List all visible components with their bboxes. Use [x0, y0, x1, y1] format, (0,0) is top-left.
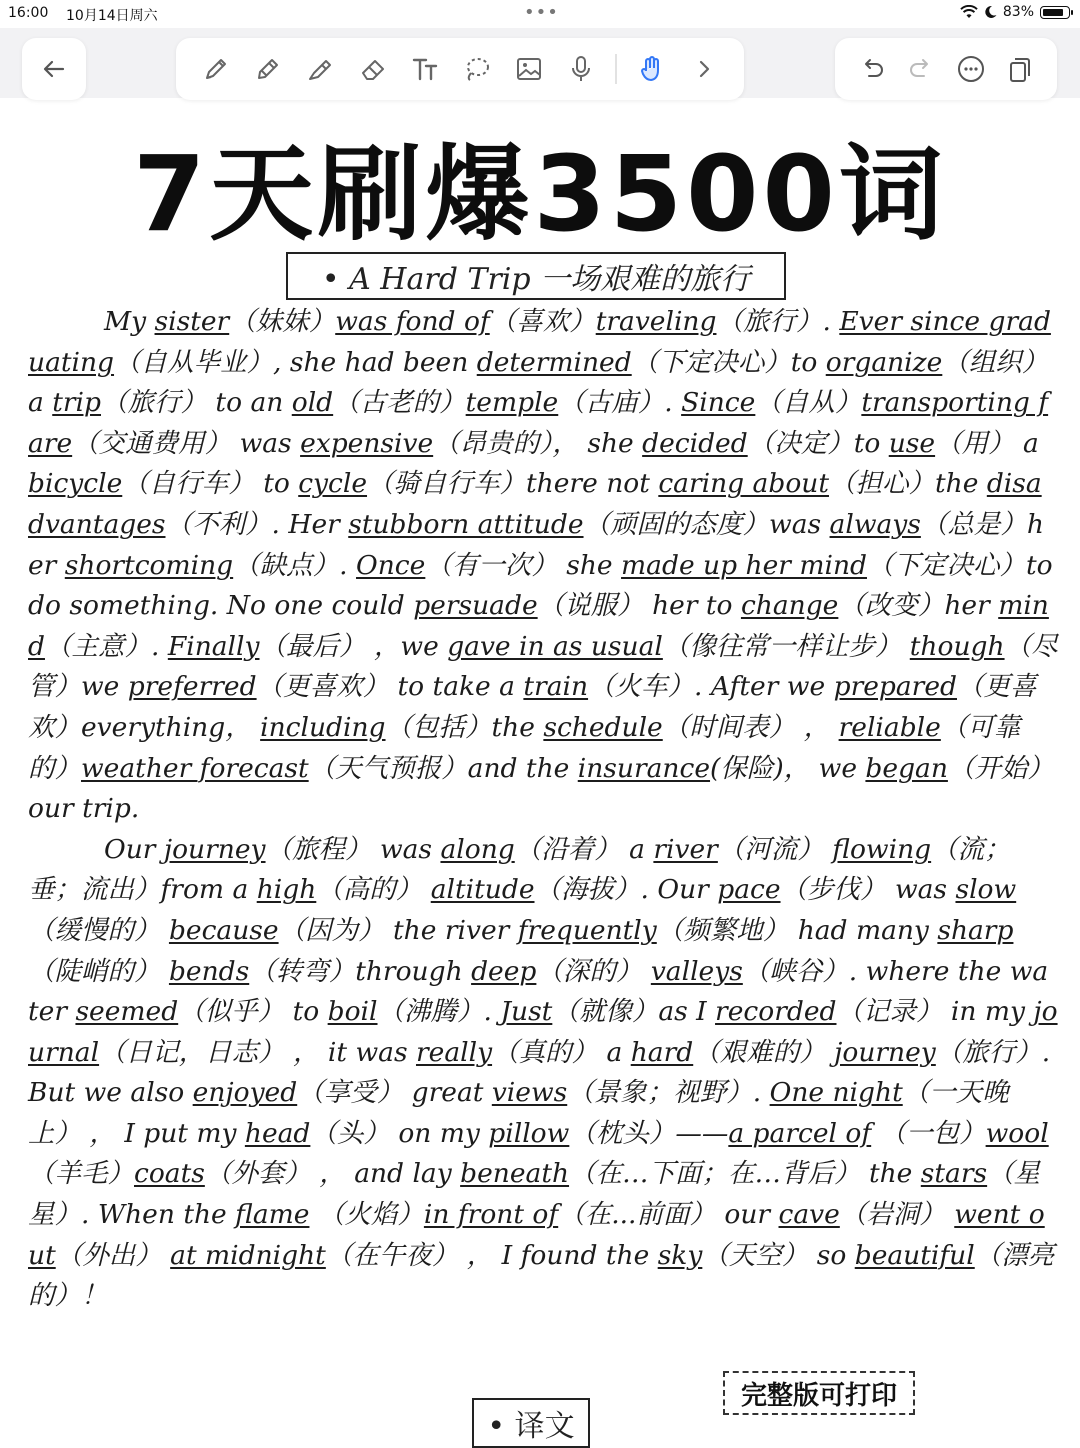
action-group: [835, 38, 1057, 100]
vocab-word: frequently: [517, 914, 657, 946]
vocab-word: flowing: [832, 833, 932, 865]
passage-text: （古老的）: [333, 387, 466, 419]
passage-text: （主意）.: [44, 630, 168, 662]
passage-paragraph-1: [28, 302, 1058, 830]
battery-icon: [1040, 6, 1070, 19]
vocab-word: was fond of: [335, 306, 490, 337]
vocab-word: caring about: [658, 468, 829, 500]
vocab-word: weather forecast: [81, 752, 309, 784]
vocab-word: mind: [28, 590, 1049, 662]
eraser-icon[interactable]: [355, 51, 391, 87]
vocab-word: use: [888, 427, 936, 459]
passage-text: My: [104, 306, 155, 337]
vocab-word: began: [865, 752, 948, 784]
passage-text: （外套） ， and lay: [204, 1158, 461, 1190]
vocab-word: altitude: [430, 874, 535, 906]
passage-text: （缺点）.: [233, 549, 357, 581]
passage-text: （旅行）. But we also: [28, 1036, 1051, 1109]
vocab-word: beautiful: [854, 1239, 975, 1271]
more-icon[interactable]: [953, 51, 989, 87]
passage-text: （岩洞）: [839, 1199, 955, 1231]
tool-palette: [176, 38, 744, 100]
passage-text: （改变）her: [838, 590, 999, 622]
passage-text: Our: [104, 833, 164, 865]
passage-text: （沸腾）.: [377, 996, 501, 1028]
passage-text: （交通费用） was: [72, 427, 301, 459]
vocab-word: journey: [163, 833, 266, 865]
passage-text: （享受） great: [297, 1077, 492, 1109]
vocab-word: enjoyed: [192, 1077, 298, 1109]
passage-text: （自从毕业）, she had been: [114, 346, 477, 378]
chevron-right-icon[interactable]: [686, 51, 722, 87]
passage-text: （星星）. When the: [28, 1158, 1041, 1231]
passage-text: （外出）: [55, 1239, 171, 1271]
vocab-word: preferred: [127, 671, 257, 703]
section-heading: • A Hard Trip 一场艰难的旅行: [286, 252, 786, 300]
vocab-word: expensive: [300, 427, 434, 459]
vocab-word: prepared: [833, 671, 957, 703]
passage-text: （火焰）: [309, 1199, 424, 1231]
passage-text: （旅行） to an: [101, 387, 292, 419]
vocab-word: high: [256, 874, 317, 906]
vocab-word: journey: [834, 1036, 936, 1068]
passage-text: （古庙）.: [558, 387, 682, 419]
passage-text: (保险)， we: [710, 752, 866, 784]
vocab-word: cave: [778, 1199, 840, 1231]
vocab-word: always: [829, 508, 921, 540]
vocab-word: along: [440, 833, 515, 865]
passage-text: （更喜欢）everything，: [28, 671, 1037, 743]
vocab-word: a parcel of: [728, 1117, 872, 1149]
passage-text: （尽管）we: [28, 630, 1058, 703]
redo-icon[interactable]: [903, 51, 939, 87]
lasso-icon[interactable]: [459, 51, 495, 87]
vocab-word: journal: [28, 996, 1058, 1068]
passage-text: （海拔）. Our: [534, 874, 718, 906]
moon-icon: [984, 5, 997, 19]
passage-text: （自行车） to: [122, 468, 299, 500]
passage-text: （漂亮的）！: [28, 1239, 1055, 1312]
passage-text: （峡谷）. where the water: [28, 955, 1049, 1028]
passage-text: （河流）: [717, 833, 833, 865]
vocab-word: sky: [657, 1239, 703, 1271]
vocab-word: deep: [471, 955, 537, 987]
passage-text: （枕头）——: [569, 1117, 729, 1149]
passage-text: （真的） a: [492, 1036, 631, 1068]
vocab-word: recorded: [715, 996, 837, 1028]
passage: [28, 302, 1058, 1317]
vocab-word: old: [291, 387, 334, 419]
passage-text: （景象；视野）.: [567, 1077, 770, 1109]
passage-text: （旅程） was: [265, 833, 441, 865]
passage-text: （高的）: [316, 874, 431, 906]
passage-text: （因为） the river: [278, 914, 518, 946]
vocab-word: seemed: [75, 996, 179, 1028]
vocab-word: slow: [955, 874, 1017, 906]
hand-gesture-icon[interactable]: [634, 51, 670, 87]
vocab-word: river: [653, 833, 718, 865]
passage-text: （最后） ，we: [259, 630, 448, 662]
passage-text: （担心）the: [828, 468, 987, 500]
passage-text: （火车）. After we: [588, 671, 834, 703]
vocab-word: transporting fare: [28, 387, 1049, 459]
passage-text: （可靠的）: [28, 711, 1021, 784]
vocab-word: train: [523, 671, 589, 703]
multitasking-dots-icon[interactable]: •••: [524, 2, 559, 23]
passage-text: （说服） her to: [537, 590, 741, 622]
passage-text: （组织） a: [28, 346, 1049, 419]
passage-text: （一天晚上） ， I put my: [28, 1077, 1009, 1149]
vocab-word: trip: [52, 387, 101, 419]
image-icon[interactable]: [511, 51, 547, 87]
passage-text: （更喜欢） to take a: [256, 671, 524, 703]
passage-text: （总是）her: [28, 508, 1044, 581]
passage-text: （昂贵的）， she: [433, 427, 643, 459]
vocab-word: though: [909, 630, 1005, 662]
vocab-word: schedule: [543, 711, 663, 743]
vocab-word: really: [415, 1036, 493, 1068]
passage-text: （深的）: [536, 955, 651, 987]
back-pill: [22, 38, 86, 100]
passage-text: （头） on my: [310, 1117, 489, 1149]
passage-text: （用） a: [935, 427, 1039, 459]
vocab-word: decided: [642, 427, 748, 459]
vocab-word: valleys: [650, 955, 743, 987]
vocab-word: reliable: [838, 711, 941, 743]
passage-text: （包括）the: [385, 711, 544, 743]
passage-text: （流；垂；流出）from a: [28, 833, 1011, 906]
vocab-word: made up her mind: [621, 549, 867, 581]
wifi-icon: [960, 5, 978, 19]
vocab-word: head: [244, 1117, 311, 1149]
pencil-icon[interactable]: [250, 51, 286, 87]
back-arrow-icon[interactable]: [36, 51, 72, 87]
vocab-word: insurance: [577, 752, 711, 784]
vocab-word: traveling: [595, 306, 717, 337]
battery-percent: 83%: [1002, 4, 1034, 20]
passage-text: （陡峭的）: [28, 955, 169, 987]
passage-text: （自从）: [755, 387, 862, 419]
print-badge: 完整版可打印: [723, 1371, 915, 1415]
vocab-word: cycle: [298, 468, 368, 500]
passage-text: （决定）to: [747, 427, 889, 459]
vocab-word: organize: [825, 346, 943, 378]
highlighter-icon[interactable]: [302, 51, 338, 87]
vocab-word: at midnight: [170, 1239, 326, 1271]
vocab-word: One night: [769, 1077, 903, 1109]
vocab-word: wool: [985, 1117, 1049, 1149]
vocab-word: gave in as usual: [447, 630, 663, 662]
passage-text: （一包）: [871, 1117, 986, 1149]
pen-icon[interactable]: [198, 51, 234, 87]
passage-text: （有一次） she: [425, 549, 622, 581]
passage-text: （骑自行车）there not: [367, 468, 659, 500]
vocab-word: pace: [717, 874, 781, 906]
vocab-word: flame: [235, 1199, 310, 1231]
passage-text: （开始）our trip.: [28, 752, 1054, 825]
vocab-word: because: [168, 914, 279, 946]
vocab-word: Finally: [167, 630, 260, 662]
passage-text: （不利）. Her: [165, 508, 349, 540]
passage-text: （天空） so: [702, 1239, 855, 1271]
vocab-word: pillow: [488, 1117, 570, 1149]
passage-text: （就像）as I: [552, 996, 716, 1028]
vocab-word: Ever since graduating: [28, 306, 1051, 378]
status-time: 16:00: [8, 5, 49, 21]
passage-text: （下定决心）to do something. No one could: [28, 549, 1053, 622]
vocab-word: disadvantages: [28, 468, 1042, 540]
vocab-word: Since: [681, 387, 756, 419]
passage-text: （天气预报）and the: [308, 752, 578, 784]
passage-text: （羊毛）: [28, 1158, 134, 1190]
vocab-word: temple: [465, 387, 559, 419]
vocab-word: coats: [134, 1158, 205, 1190]
vocab-word: Once: [356, 549, 426, 581]
passage-text: （在...前面） our: [558, 1199, 779, 1231]
passage-text: （时间表） ，: [662, 711, 839, 743]
passage-text: （日记，日志） ， it was: [99, 1036, 416, 1068]
microphone-icon[interactable]: [563, 51, 599, 87]
passage-text: （下定决心）to: [631, 346, 826, 378]
vocab-word: sister: [154, 306, 230, 337]
vocab-word: in front of: [423, 1199, 559, 1231]
passage-text: （频繁地） had many: [656, 914, 938, 946]
vocab-word: bicycle: [28, 468, 123, 500]
passage-text: （沿着） a: [514, 833, 654, 865]
passage-text: （喜欢）: [489, 306, 596, 337]
page-title: 7天刷爆3500词: [133, 133, 947, 255]
status-bar: [0, 0, 1080, 28]
vocab-word: shortcoming: [64, 549, 234, 581]
undo-icon[interactable]: [854, 51, 890, 87]
passage-text: （转弯）through: [249, 955, 472, 987]
vocab-word: change: [740, 590, 839, 622]
status-right: [960, 4, 1070, 20]
vocab-word: bends: [168, 955, 250, 987]
pages-icon[interactable]: [1002, 51, 1038, 87]
passage-text: （缓慢的）: [28, 914, 169, 946]
passage-text: （似乎） to: [178, 996, 328, 1028]
vocab-word: went out: [28, 1199, 1045, 1271]
translation-heading: • 译文: [472, 1398, 590, 1448]
passage-text: （步伐） was: [780, 874, 956, 906]
passage-text: （记录） in my: [836, 996, 1034, 1028]
vocab-word: determined: [476, 346, 632, 378]
text-icon[interactable]: [407, 51, 443, 87]
passage-text: （在…下面；在…背后） the: [569, 1158, 921, 1190]
vocab-word: persuade: [413, 590, 538, 622]
vocab-word: stubborn attitude: [348, 508, 584, 540]
passage-paragraph-2: [28, 830, 1058, 1317]
vocab-word: boil: [327, 996, 378, 1028]
vocab-word: stars: [920, 1158, 988, 1190]
vocab-word: beneath: [460, 1158, 570, 1190]
vocab-word: sharp: [937, 914, 1014, 946]
vocab-word: views: [491, 1077, 568, 1109]
passage-text: （艰难的）: [693, 1036, 835, 1068]
passage-text: （旅行）.: [716, 306, 840, 337]
passage-text: （顽固的态度）was: [583, 508, 830, 540]
vocab-word: including: [260, 711, 386, 743]
passage-text: （像往常一样让步）: [662, 630, 910, 662]
status-date: 10月14日周六: [66, 8, 158, 24]
toolbar-separator: [615, 54, 617, 84]
vocab-word: Just: [500, 996, 553, 1028]
vocab-word: hard: [630, 1036, 694, 1068]
passage-text: （妹妹）: [229, 306, 336, 337]
passage-text: （在午夜） ， I found the: [325, 1239, 658, 1271]
